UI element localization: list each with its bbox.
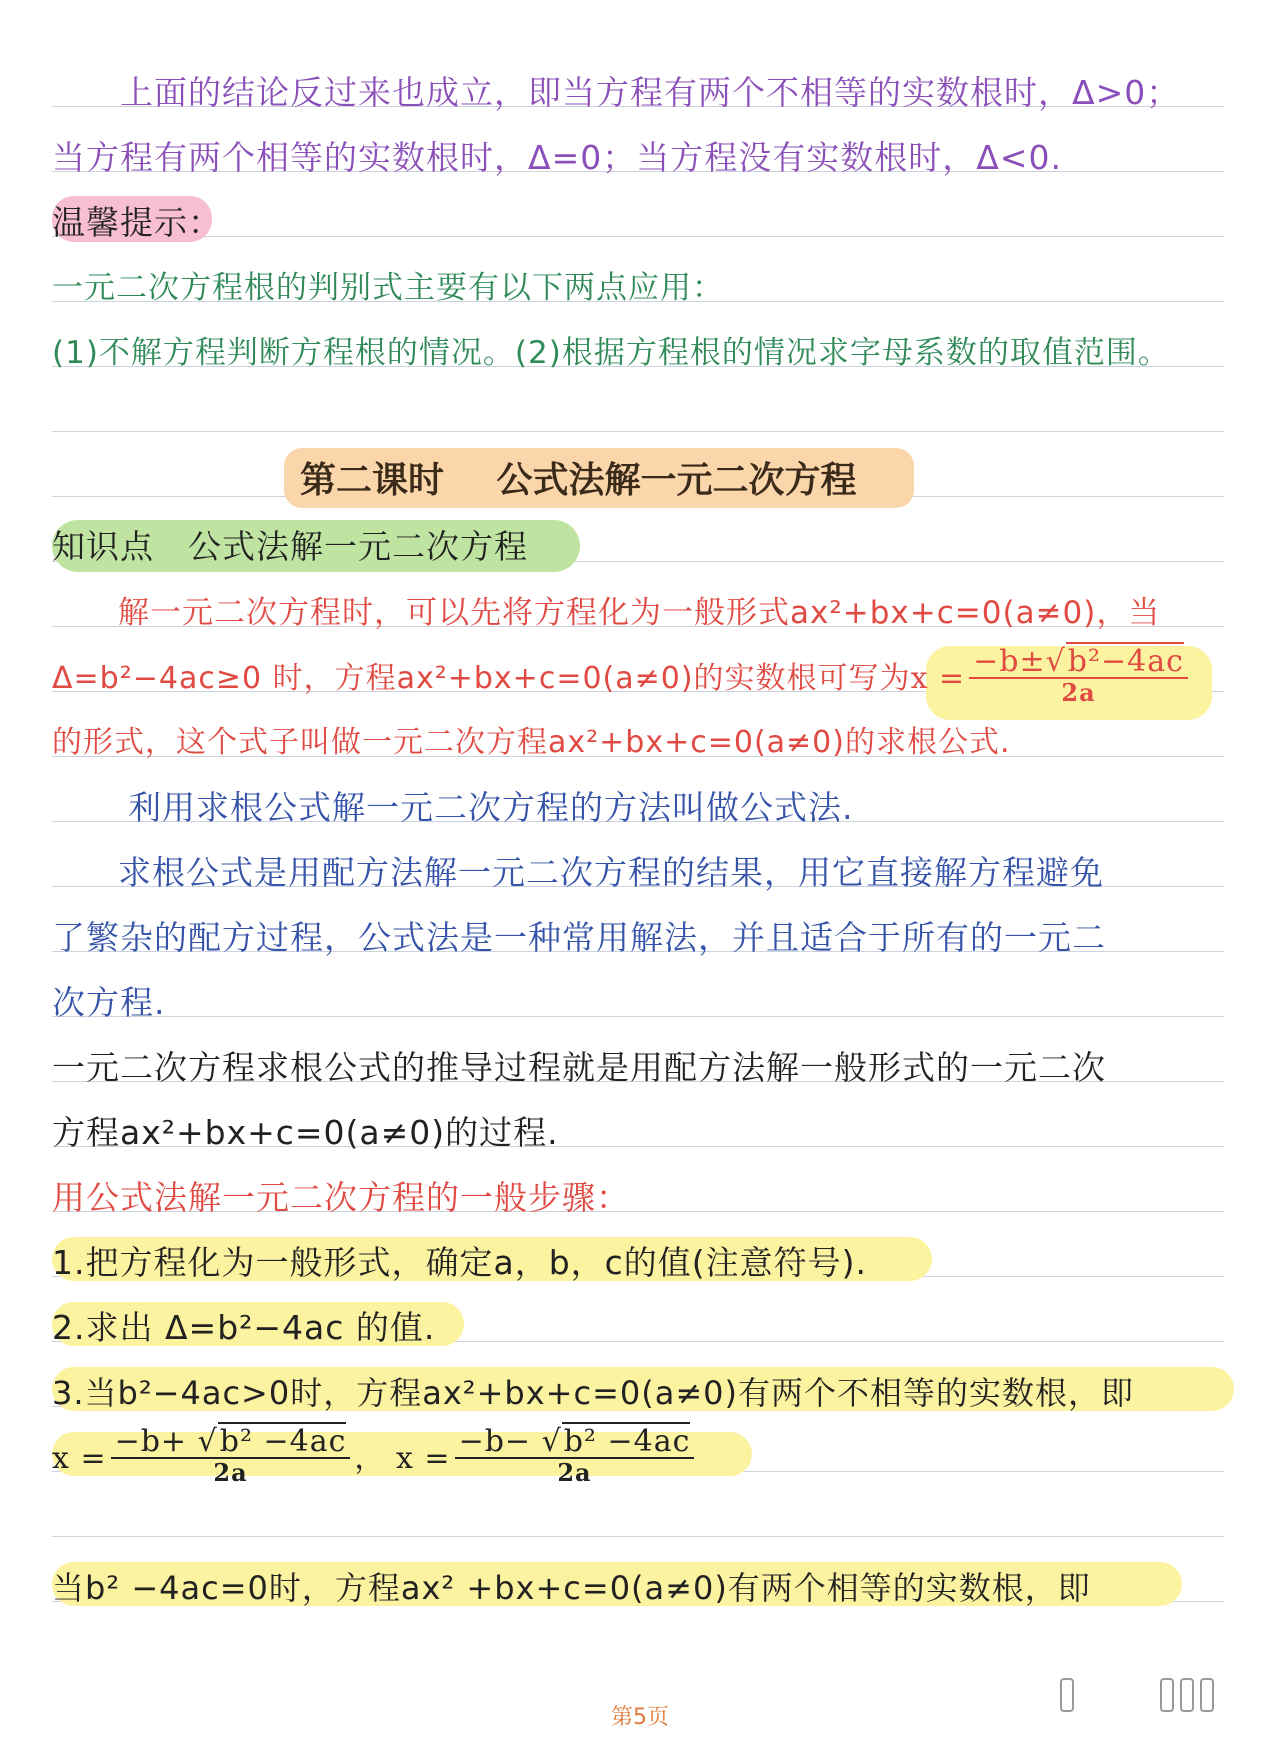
fraction — [455, 1424, 695, 1487]
numerator-prefix: −b− √ — [458, 1424, 562, 1459]
text-line — [52, 644, 1192, 707]
ruled-line — [52, 1016, 1224, 1017]
text-line: 方程ax²+bx+c=0(a≠0)的过程. — [52, 1113, 559, 1152]
radicand: b² −4ac — [563, 1424, 691, 1459]
text-line: 当方程有两个相等的实数根时，Δ=0；当方程没有实数根时，Δ<0. — [52, 138, 1062, 177]
text-line: 求根公式是用配方法解一元二次方程的结果，用它直接解方程避免 — [118, 853, 1104, 892]
text-line: 一元二次方程根的判别式主要有以下两点应用： — [52, 270, 724, 306]
step-item: 2.求出 Δ=b²−4ac 的值. — [52, 1308, 436, 1347]
ruled-line — [52, 431, 1224, 432]
fraction — [969, 644, 1188, 707]
page-number: 第5页 — [611, 1705, 669, 1730]
numerator-prefix: −b+ √ — [114, 1424, 218, 1459]
tip-label: 温馨提示： — [52, 203, 222, 242]
fraction — [111, 1424, 351, 1487]
text-segment: Δ=b²−4ac≥0 时，方程ax²+bx+c=0(a≠0)的实数根可写为 — [52, 661, 911, 696]
fraction-numerator — [455, 1424, 695, 1459]
fraction-numerator — [969, 644, 1188, 679]
knowledge-heading: 知识点 公式法解一元二次方程 — [52, 527, 528, 566]
radicand: b²−4ac — [1067, 644, 1184, 679]
fraction-numerator — [111, 1424, 351, 1459]
text-line: 了繁杂的配方过程，公式法是一种常用解法，并且适合于所有的一元二 — [52, 918, 1106, 957]
formula-lhs: x = — [395, 1441, 451, 1476]
lesson-title: 第二课时 公式法解一元二次方程 — [300, 459, 857, 501]
fraction-denominator: 2a — [557, 1458, 592, 1487]
text-line: 的形式，这个式子叫做一元二次方程ax²+bx+c=0(a≠0)的求根公式. — [52, 725, 1011, 760]
formula-separator: ， — [354, 1441, 386, 1476]
fraction-denominator: 2a — [1061, 678, 1096, 707]
text-line: 上面的结论反过来也成立，即当方程有两个不相等的实数根时，Δ>0； — [120, 73, 1181, 112]
radicand: b² −4ac — [219, 1424, 347, 1459]
formula-lhs: x = — [52, 1441, 107, 1476]
text-line: (1)不解方程判断方程根的情况。(2)根据方程根的情况求字母系数的取值范围。 — [52, 335, 1170, 371]
text-line: 一元二次方程求根公式的推导过程就是用配方法解一般形式的一元二次 — [52, 1048, 1106, 1087]
step-item: 3.当b²−4ac>0时，方程ax²+bx+c=0(a≠0)有两个不相等的实数根，即 — [52, 1374, 1134, 1412]
text-line: 次方程. — [52, 983, 166, 1022]
step3-formulas — [52, 1424, 698, 1487]
formula-lhs: x = — [910, 661, 966, 696]
text-line: 解一元二次方程时，可以先将方程化为一般形式ax²+bx+c=0(a≠0)，当 — [118, 595, 1161, 631]
text-line: 利用求根公式解一元二次方程的方法叫做公式法. — [128, 788, 854, 827]
ruled-line — [52, 236, 1224, 237]
fraction-denominator: 2a — [213, 1458, 248, 1487]
root-formula — [910, 644, 1192, 707]
step-item: 1.把方程化为一般形式，确定a，b，c的值(注意符号). — [52, 1243, 868, 1282]
step-item: 当b² −4ac=0时，方程ax² +bx+c=0(a≠0)有两个相等的实数根，即 — [52, 1569, 1091, 1607]
ruled-line — [52, 1536, 1224, 1537]
numerator-prefix: −b±√ — [973, 644, 1066, 679]
steps-heading: 用公式法解一元二次方程的一般步骤： — [52, 1178, 630, 1217]
